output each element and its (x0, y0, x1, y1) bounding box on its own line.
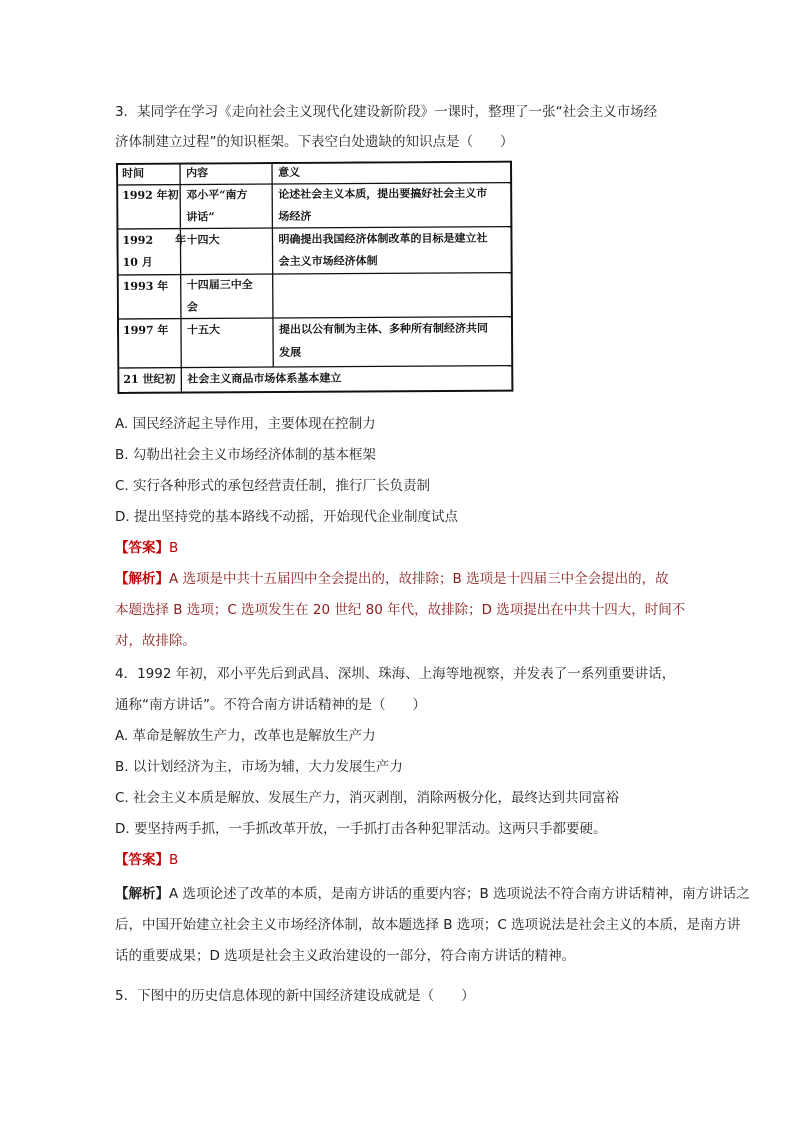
q3-explain-line3: 对，故排除。 (115, 633, 196, 649)
table-cell-meaning: 明确提出我国经济体制改革的目标是建立社 (278, 231, 488, 247)
table-cell-content: 十四大 (186, 233, 220, 247)
table-cell-time: 1992 年 (122, 233, 187, 247)
q3-option-c: C. 实行各种形式的承包经营责任制，推行厂长负责制 (115, 478, 431, 494)
answer-label: 【答案】 (115, 540, 169, 556)
q4-option-a: A. 革命是解放生产力，改革也是解放生产力 (115, 728, 376, 744)
table-cell-time: 1992 年初 (122, 188, 179, 202)
table-cell-meaning: 场经济 (278, 209, 312, 224)
table-cell-meaning: 发展 (279, 345, 302, 360)
table-cell-content: 讲话” (186, 210, 215, 224)
answer-label: 【答案】 (115, 852, 169, 868)
table-cell-content: 邓小平“南方 (186, 188, 248, 202)
q3-knowledge-table (116, 161, 515, 396)
explain-label: 【解析】 (115, 886, 169, 902)
q3-option-a: A. 国民经济起主导作用，主要体现在控制力 (115, 416, 376, 432)
table-cell-time: 21 世纪初 (123, 372, 176, 386)
table-cell-content: 社会主义商品市场体系基本建立 (187, 371, 342, 386)
table-header-meaning: 意义 (278, 165, 301, 180)
q4-stem-line2: 通称“南方讲话”。不符合南方讲话精神的是（ ） (115, 697, 426, 713)
explain-label: 【解析】 (115, 571, 169, 587)
answer-value: B (169, 852, 179, 868)
q3-option-b: B. 勾勒出社会主义市场经济体制的基本框架 (115, 447, 376, 463)
table-cell-meaning: 提出以公有制为主体、多种所有制经济共同 (278, 321, 489, 337)
table-cell-time: 10 月 (122, 255, 153, 269)
q5-stem-line1: 5．下图中的历史信息体现的新中国经济建设成就是（ ） (115, 988, 475, 1004)
answer-value: B (169, 540, 179, 556)
q3-answer (115, 538, 178, 558)
q4-explain-line3: 话的重要成果；D 选项是社会主义政治建设的一部分，符合南方讲话的精神。 (115, 948, 576, 964)
q4-option-b: B. 以计划经济为主，市场为辅，大力发展生产力 (115, 759, 403, 775)
q3-stem-line2: 济体制建立过程”的知识框架。下表空白处遗缺的知识点是（ ） (115, 134, 514, 150)
table-cell-content: 会 (186, 300, 198, 314)
q3-explain-line1 (115, 569, 669, 589)
q3-explain-line2: 本题选择 B 选项；C 选项发生在 20 世纪 80 年代，故排除；D 选项提出在中共十四大，时间不 (115, 602, 686, 618)
table-cell-content: 十五大 (186, 323, 221, 337)
table-cell-time: 1993 年 (122, 279, 169, 293)
q3-option-d: D. 提出坚持党的基本路线不动摇，开始现代企业制度试点 (115, 509, 458, 525)
q4-stem-line1: 4．1992 年初，邓小平先后到武昌、深圳、珠海、上海等地视察，并发表了一系列重要讲话， (115, 666, 676, 682)
explain-text: A 选项论述了改革的本质，是南方讲话的重要内容；B 选项说法不符合南方讲话精神，南方讲话之 (169, 886, 750, 902)
q4-explain-line2: 后，中国开始建立社会主义市场经济体制，故本题选择 B 选项；C 选项说法是社会主义的本质，是南方讲 (115, 917, 741, 933)
explain-text: A 选项是中共十五届四中全会提出的，故排除；B 选项是十四届三中全会提出的，故 (169, 571, 669, 587)
table-cell-meaning: 论述社会主义本质，提出要搞好社会主义市 (278, 186, 488, 202)
q4-option-c: C. 社会主义本质是解放、发展生产力，消灭剥削，消除两极分化，最终达到共同富裕 (115, 790, 620, 806)
q3-stem-line1: 3．某同学在学习《走向社会主义现代化建设新阶段》一课时，整理了一张“社会主义市场经 (115, 104, 658, 120)
table-cell-meaning: 会主义市场经济体制 (278, 254, 378, 269)
q4-explain-line1 (115, 884, 750, 904)
q4-answer (115, 850, 178, 870)
table-cell-time: 1997 年 (122, 323, 169, 337)
table-header-time: 时间 (122, 166, 145, 180)
table-cell-content: 十四届三中全 (186, 278, 253, 292)
table-header-content: 内容 (186, 166, 209, 180)
q4-option-d: D. 要坚持两手抓，一手抓改革开放，一手抓打击各种犯罪活动。这两只手都要硬。 (115, 821, 607, 837)
